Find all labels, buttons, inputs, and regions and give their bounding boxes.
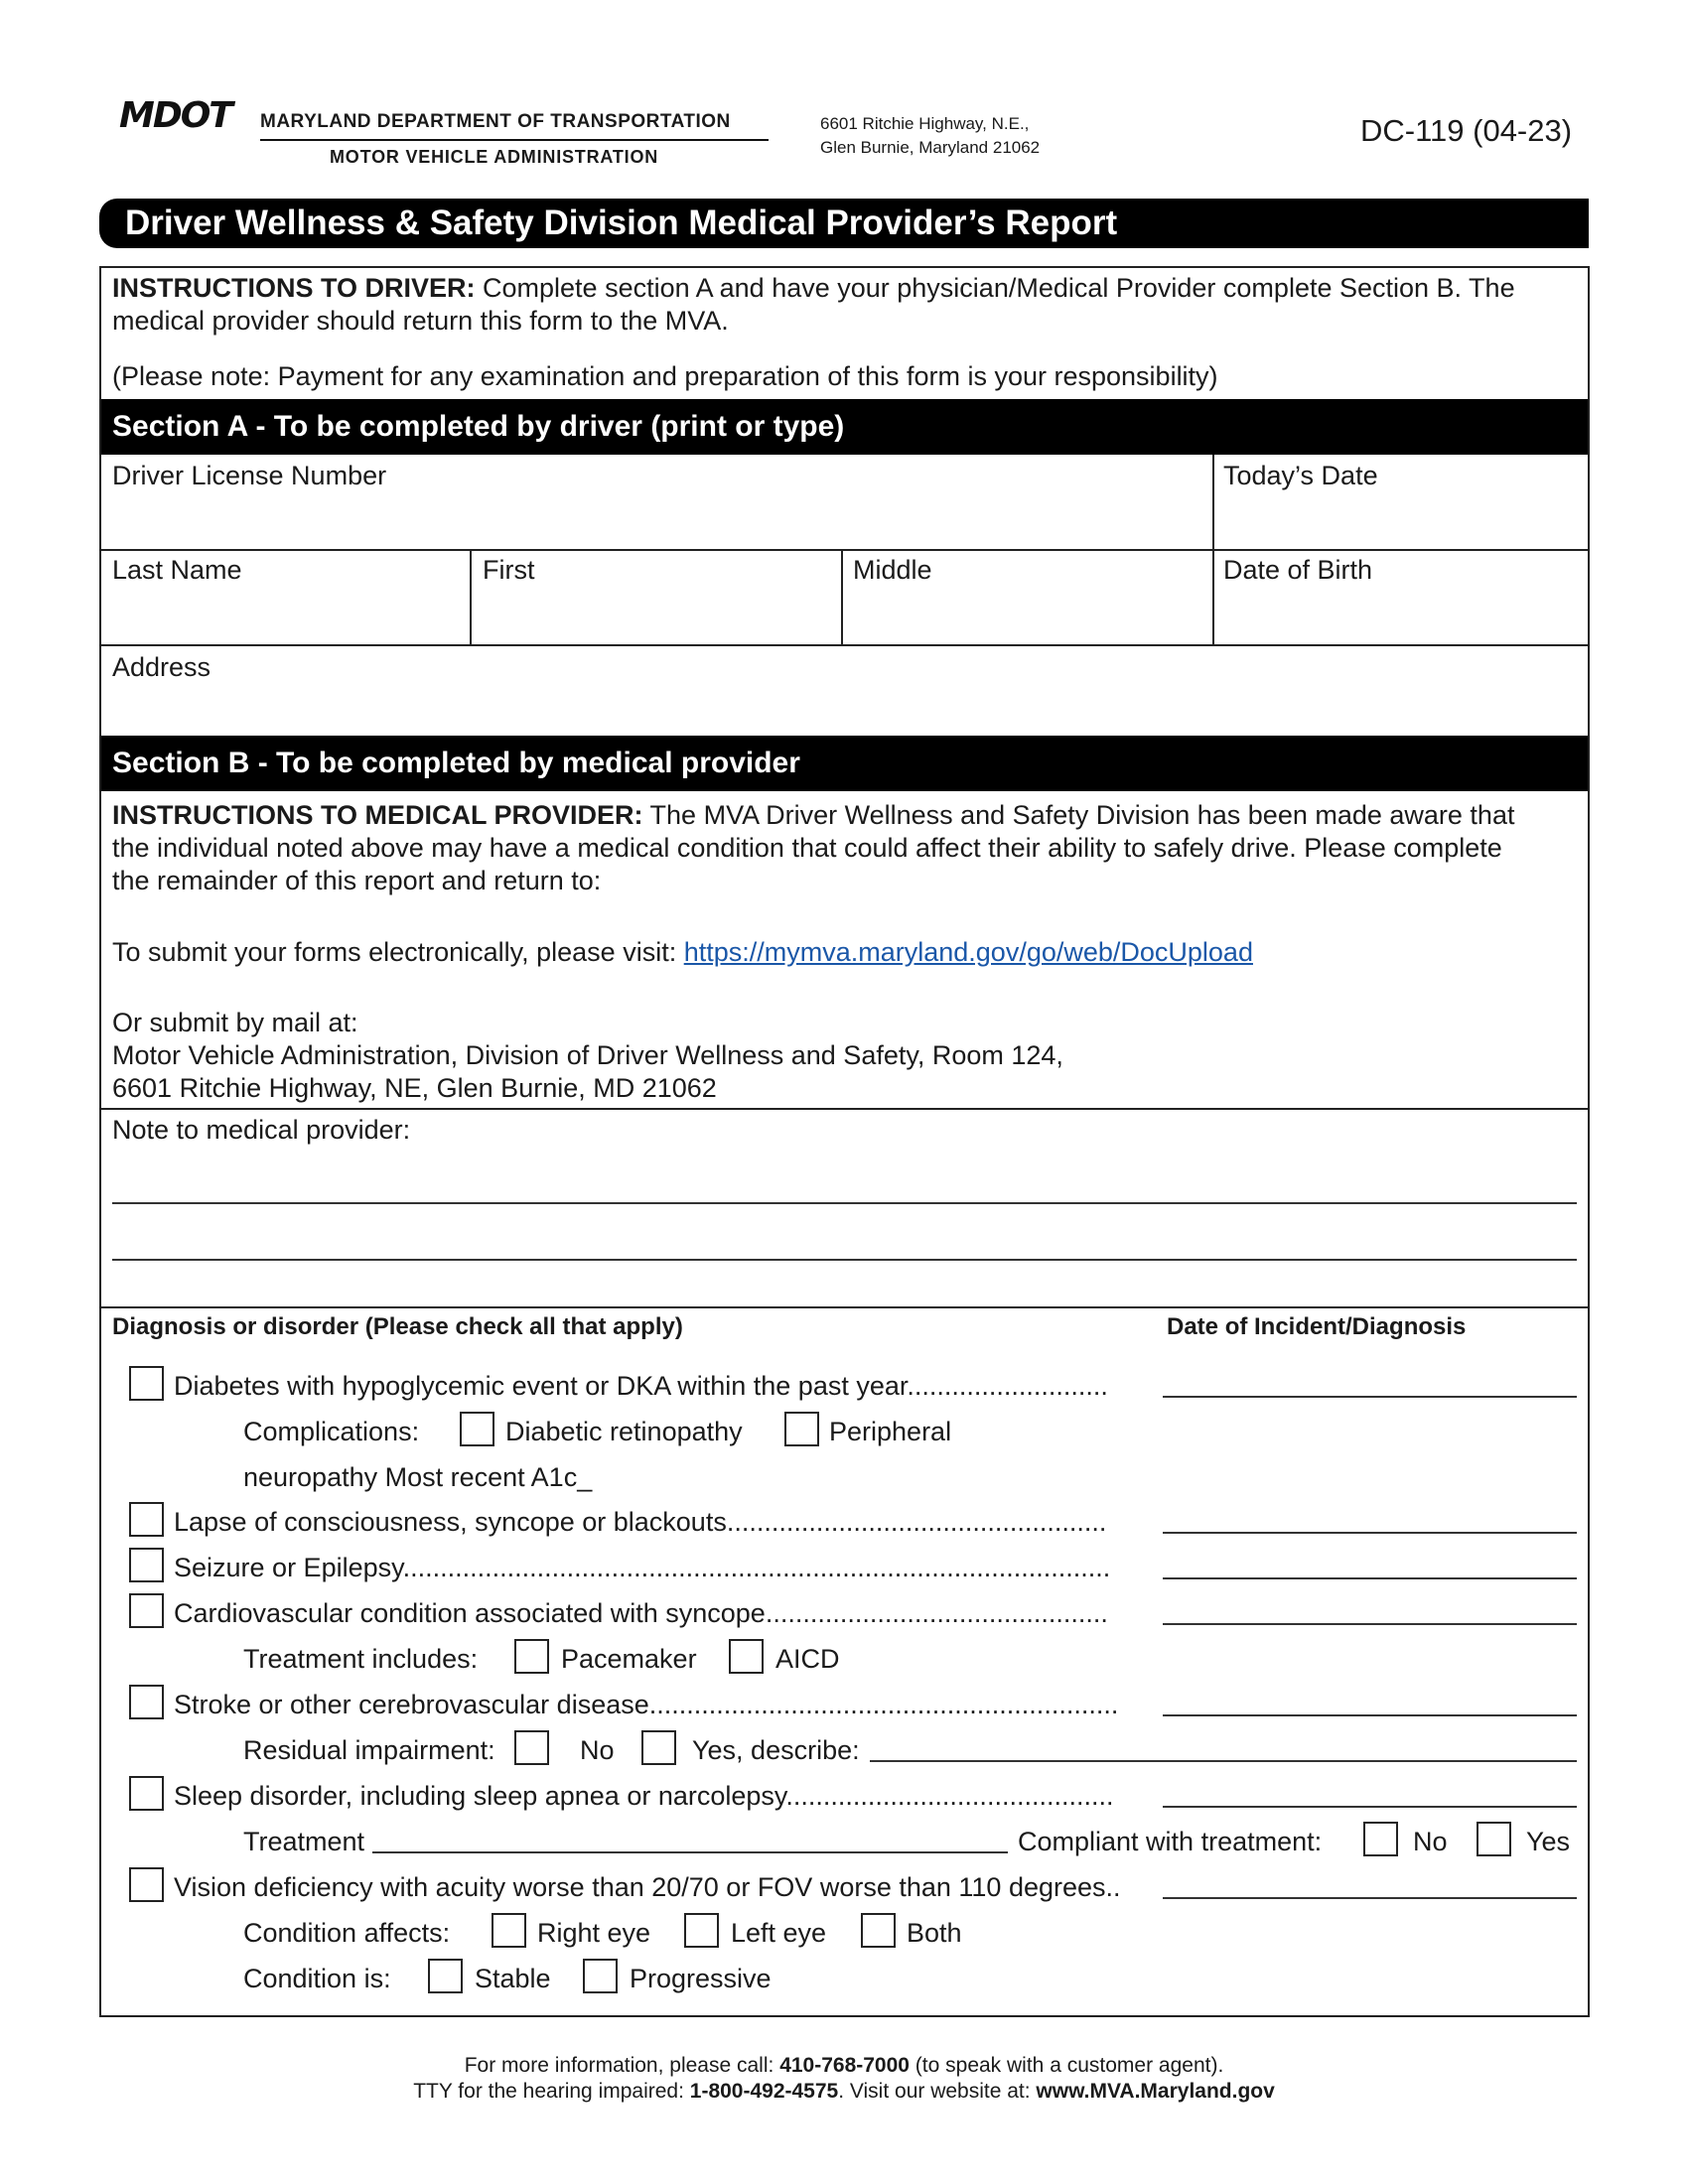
treatment-line[interactable]: [372, 1851, 1008, 1853]
compliant-label: Compliant with treatment:: [1018, 1827, 1323, 1856]
complications-label: Complications:: [243, 1417, 420, 1446]
condition-affects-label: Condition affects:: [243, 1918, 451, 1948]
residual-impairment-label: Residual impairment:: [243, 1735, 495, 1765]
stroke-date-line[interactable]: [1163, 1714, 1577, 1716]
page-title: Driver Wellness & Safety Division Medical Provider’s Report: [99, 199, 1589, 248]
pacemaker-label: Pacemaker: [561, 1644, 697, 1674]
doc-upload-link[interactable]: https://mymva.maryland.gov/go/web/DocUpload: [683, 937, 1253, 967]
driver-instructions-text: Complete section A and have your physician/Medical Provider complete Section B. The: [475, 273, 1515, 303]
mdot-logo: MDOT: [119, 95, 231, 136]
residual-yes-label: Yes, describe:: [692, 1735, 860, 1765]
footer-tty-number: 1-800-492-4575: [689, 2080, 839, 2103]
footer-agent-text: (to speak with a customer agent).: [909, 2054, 1224, 2077]
last-name-field[interactable]: Last Name: [112, 555, 242, 585]
provider-instructions: [112, 799, 1582, 897]
both-eyes-checkbox[interactable]: [861, 1913, 896, 1948]
submit-text: To submit your forms electronically, please visit:: [112, 937, 684, 967]
divider: [470, 549, 472, 645]
sleep-disorder-label: Sleep disorder, including sleep apnea or narcolepsy............................................: [174, 1781, 1114, 1811]
provider-instructions-label: INSTRUCTIONS TO MEDICAL PROVIDER:: [112, 800, 643, 830]
stroke-label: Stroke or other cerebrovascular disease...............................................................: [174, 1690, 1119, 1719]
todays-date-field[interactable]: Today’s Date: [1223, 461, 1378, 490]
section-b-heading: Section B - To be completed by medical provider: [101, 736, 1588, 791]
footer-tty-text: TTY for the hearing impaired:: [413, 2080, 690, 2103]
footer-website-link[interactable]: www.MVA.Maryland.gov: [1036, 2080, 1275, 2103]
left-eye-checkbox[interactable]: [684, 1913, 719, 1948]
compliant-yes-checkbox[interactable]: [1477, 1822, 1511, 1856]
middle-name-field[interactable]: Middle: [853, 555, 932, 585]
mail-address-line-2: 6601 Ritchie Highway, NE, Glen Burnie, MD 21062: [112, 1073, 717, 1103]
neuropathy-a1c-label: neuropathy Most recent A1c_: [243, 1462, 593, 1492]
note-line-2[interactable]: [112, 1259, 1577, 1261]
pacemaker-checkbox[interactable]: [514, 1639, 549, 1674]
compliant-no-label: No: [1413, 1827, 1448, 1856]
provider-instructions-text: The MVA Driver Wellness and Safety Division has been made aware that: [642, 800, 1515, 830]
divider: [101, 549, 1588, 551]
provider-instructions-line1: [112, 799, 1582, 832]
aicd-label: AICD: [775, 1644, 840, 1674]
residual-no-label: No: [580, 1735, 615, 1765]
driver-instructions-line2: medical provider should return this form to the MVA.: [112, 306, 729, 336]
diabetes-label: Diabetes with hypoglycemic event or DKA within the past year...........................: [174, 1371, 1108, 1401]
date-of-birth-field[interactable]: Date of Birth: [1223, 555, 1373, 585]
diabetes-checkbox[interactable]: [129, 1366, 164, 1401]
provider-instructions-line3: the remainder of this report and return to:: [112, 866, 602, 895]
treatment-label: Treatment: [243, 1827, 365, 1856]
consciousness-checkbox[interactable]: [129, 1502, 164, 1537]
footer-line-2: [0, 2079, 1688, 2105]
left-eye-label: Left eye: [731, 1918, 827, 1948]
both-eyes-label: Both: [907, 1918, 962, 1948]
payment-note: (Please note: Payment for any examination and preparation of this form is your responsibility): [112, 361, 1218, 391]
compliant-no-checkbox[interactable]: [1363, 1822, 1398, 1856]
stable-label: Stable: [475, 1964, 551, 1993]
footer-phone: 410-768-7000: [779, 2054, 910, 2077]
progressive-checkbox[interactable]: [583, 1959, 618, 1993]
form-number: DC-119 (04-23): [1360, 113, 1573, 148]
note-line-1[interactable]: [112, 1202, 1577, 1204]
diagnosis-header: Diagnosis or disorder (Please check all that apply): [112, 1313, 683, 1340]
date-of-incident-header: Date of Incident/Diagnosis: [1167, 1313, 1467, 1340]
vision-label: Vision deficiency with acuity worse than 20/70 or FOV worse than 110 degrees..: [174, 1872, 1121, 1902]
stroke-checkbox[interactable]: [129, 1685, 164, 1719]
cardiovascular-checkbox[interactable]: [129, 1593, 164, 1628]
divider: [101, 644, 1588, 646]
administration-name: MOTOR VEHICLE ADMINISTRATION: [330, 147, 659, 167]
aicd-checkbox[interactable]: [729, 1639, 764, 1674]
consciousness-date-line[interactable]: [1163, 1532, 1577, 1534]
driver-instructions: [112, 272, 1582, 338]
divider: [841, 549, 843, 645]
consciousness-label: Lapse of consciousness, syncope or blackouts...................................................: [174, 1507, 1107, 1537]
header-divider: [260, 139, 769, 141]
footer-line-1: [0, 2053, 1688, 2079]
sleep-disorder-checkbox[interactable]: [129, 1776, 164, 1811]
seizure-label: Seizure or Epilepsy...............................................................................................: [174, 1553, 1111, 1582]
footer-info: [0, 2053, 1688, 2105]
driver-instructions-label: INSTRUCTIONS TO DRIVER:: [112, 273, 476, 303]
divider: [101, 1306, 1588, 1308]
vision-date-line[interactable]: [1163, 1897, 1577, 1899]
cardiovascular-label: Cardiovascular condition associated with syncope..............................................: [174, 1598, 1108, 1628]
footer-website-text: . Visit our website at:: [838, 2080, 1037, 2103]
right-eye-checkbox[interactable]: [492, 1913, 526, 1948]
driver-instructions-line1: [112, 272, 1582, 305]
vision-checkbox[interactable]: [129, 1867, 164, 1902]
divider: [101, 1108, 1588, 1110]
stable-checkbox[interactable]: [428, 1959, 463, 1993]
footer-call-text: For more information, please call:: [464, 2054, 780, 2077]
header-address: [820, 112, 1040, 160]
driver-license-number-field[interactable]: Driver License Number: [112, 461, 387, 490]
peripheral-checkbox[interactable]: [784, 1412, 819, 1446]
right-eye-label: Right eye: [537, 1918, 651, 1948]
diabetes-date-line[interactable]: [1163, 1396, 1577, 1398]
residual-describe-line[interactable]: [870, 1760, 1577, 1762]
residual-no-checkbox[interactable]: [514, 1730, 549, 1765]
progressive-label: Progressive: [630, 1964, 772, 1993]
condition-is-label: Condition is:: [243, 1964, 391, 1993]
mail-info: [112, 1007, 1063, 1105]
peripheral-label: Peripheral: [829, 1417, 952, 1446]
section-a-heading: Section A - To be completed by driver (print or type): [101, 399, 1588, 455]
first-name-field[interactable]: First: [483, 555, 535, 585]
submit-electronically: [112, 936, 1253, 969]
address-field[interactable]: Address: [112, 652, 211, 682]
treatment-includes-label: Treatment includes:: [243, 1644, 479, 1674]
address-line-1: 6601 Ritchie Highway, N.E.,: [820, 114, 1030, 133]
address-line-2: Glen Burnie, Maryland 21062: [820, 138, 1041, 157]
diabetic-retinopathy-label: Diabetic retinopathy: [505, 1417, 743, 1446]
mail-label: Or submit by mail at:: [112, 1008, 358, 1037]
seizure-checkbox[interactable]: [129, 1548, 164, 1582]
seizure-date-line[interactable]: [1163, 1577, 1577, 1579]
mail-address-line-1: Motor Vehicle Administration, Division of Driver Wellness and Safety, Room 124,: [112, 1040, 1063, 1070]
note-label: Note to medical provider:: [112, 1115, 411, 1145]
cardiovascular-date-line[interactable]: [1163, 1623, 1577, 1625]
department-name: MARYLAND DEPARTMENT OF TRANSPORTATION: [260, 111, 731, 132]
provider-instructions-line2: the individual noted above may have a medical condition that could affect their ability to safely drive. Please complete: [112, 833, 1502, 863]
compliant-yes-label: Yes: [1526, 1827, 1571, 1856]
diabetic-retinopathy-checkbox[interactable]: [460, 1412, 494, 1446]
residual-yes-checkbox[interactable]: [641, 1730, 676, 1765]
sleep-disorder-date-line[interactable]: [1163, 1806, 1577, 1808]
